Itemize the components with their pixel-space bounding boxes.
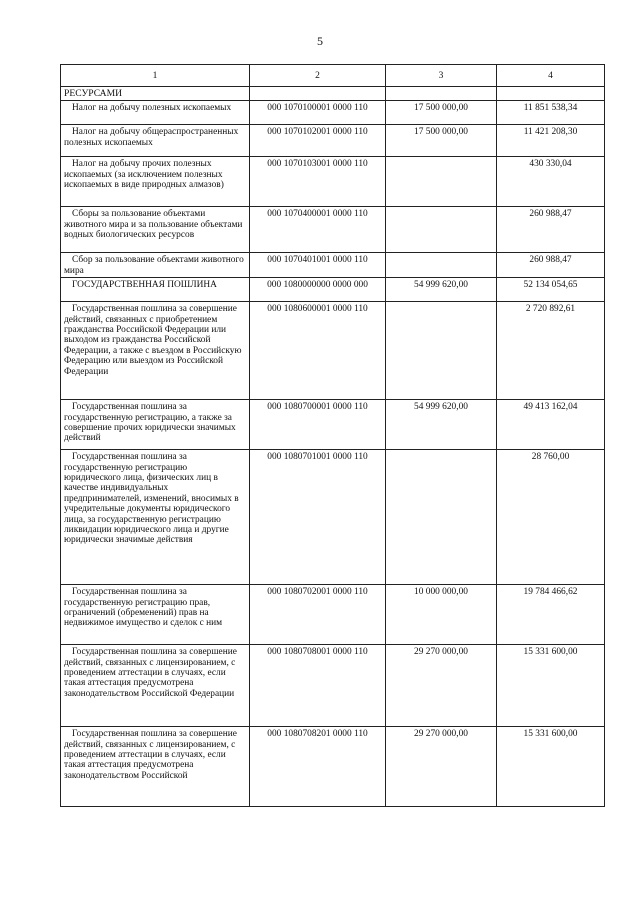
row-name bbox=[61, 450, 250, 585]
row-actual: 28 760,00 bbox=[497, 450, 605, 585]
column-header-2: 2 bbox=[250, 65, 386, 87]
section-row bbox=[61, 87, 605, 101]
row-plan bbox=[386, 207, 497, 253]
row-code: 000 1070400001 0000 110 bbox=[250, 207, 386, 253]
row-plan bbox=[386, 157, 497, 207]
row-actual: 430 330,04 bbox=[497, 157, 605, 207]
row-plan: 17 500 000,00 bbox=[386, 125, 497, 157]
row-name-text: Налог на добычу прочих полезных ископаемых (за исключением полезных ископаемых в виде природных алмазов) bbox=[64, 159, 224, 191]
table-row bbox=[61, 253, 605, 278]
row-plan: 29 270 000,00 bbox=[386, 727, 497, 807]
table-row bbox=[61, 302, 605, 400]
row-name bbox=[61, 727, 250, 807]
row-code: 000 1080600001 0000 110 bbox=[250, 302, 386, 400]
row-plan: 29 270 000,00 bbox=[386, 645, 497, 727]
table-row bbox=[61, 125, 605, 157]
row-actual: 260 988,47 bbox=[497, 207, 605, 253]
row-name-text: Государственная пошлина за государственную регистрацию прав, ограничений (обременений) прав на недвижимое имущество и сделок с ним bbox=[64, 587, 223, 629]
row-plan bbox=[386, 302, 497, 400]
row-name bbox=[61, 207, 250, 253]
table-row bbox=[61, 585, 605, 645]
row-name bbox=[61, 585, 250, 645]
row-code: 000 1080708201 0000 110 bbox=[250, 727, 386, 807]
row-actual: 52 134 054,65 bbox=[497, 278, 605, 302]
section-label: РЕСУРСАМИ bbox=[61, 87, 250, 101]
column-header-4: 4 bbox=[497, 65, 605, 87]
row-name-text: Налог на добычу общераспространенных полезных ископаемых bbox=[64, 127, 239, 148]
table-row bbox=[61, 400, 605, 450]
column-header-3: 3 bbox=[386, 65, 497, 87]
row-name bbox=[61, 157, 250, 207]
row-actual: 15 331 600,00 bbox=[497, 645, 605, 727]
section-empty-cell bbox=[250, 87, 386, 101]
row-actual: 15 331 600,00 bbox=[497, 727, 605, 807]
row-name bbox=[61, 125, 250, 157]
row-name-text: Государственная пошлина за государственную регистрацию, а также за совершение прочих юридически значимых действий bbox=[64, 402, 236, 444]
row-name bbox=[61, 278, 250, 302]
row-name bbox=[61, 645, 250, 727]
section-empty-cell bbox=[497, 87, 605, 101]
table-row bbox=[61, 157, 605, 207]
row-code: 000 1070100001 0000 110 bbox=[250, 101, 386, 125]
section-empty-cell bbox=[386, 87, 497, 101]
row-name bbox=[61, 101, 250, 125]
row-code: 000 1070103001 0000 110 bbox=[250, 157, 386, 207]
table-row bbox=[61, 207, 605, 253]
row-plan: 10 000 000,00 bbox=[386, 585, 497, 645]
row-actual: 2 720 892,61 bbox=[497, 302, 605, 400]
row-actual: 49 413 162,04 bbox=[497, 400, 605, 450]
table-row bbox=[61, 101, 605, 125]
page-number: 5 bbox=[317, 34, 323, 48]
row-plan: 17 500 000,00 bbox=[386, 101, 497, 125]
row-name bbox=[61, 400, 250, 450]
row-plan: 54 999 620,00 bbox=[386, 278, 497, 302]
header-row bbox=[61, 65, 605, 87]
row-name-text: Налог на добычу полезных ископаемых bbox=[72, 103, 232, 114]
table-row bbox=[61, 727, 605, 807]
column-header-1: 1 bbox=[61, 65, 250, 87]
table-row bbox=[61, 450, 605, 585]
row-actual: 11 851 538,34 bbox=[497, 101, 605, 125]
row-actual: 11 421 208,30 bbox=[497, 125, 605, 157]
row-name-text: Государственная пошлина за совершение действий, связанных с лицензированием, с проведением аттестации в случаях, если такая аттестация предусмотрена законодательством Российской bbox=[64, 729, 237, 781]
row-name-text: Сбор за пользование объектами животного мира bbox=[64, 255, 244, 276]
row-plan: 54 999 620,00 bbox=[386, 400, 497, 450]
row-name bbox=[61, 253, 250, 278]
row-actual: 260 988,47 bbox=[497, 253, 605, 278]
row-name-text: Государственная пошлина за совершение действий, связанных с приобретением гражданства Российской Федерации или выходом из гражданства Российской Федерации, а также с въездом в Российскую Федерацию или выездом из Российской Федерации bbox=[64, 304, 242, 377]
row-code: 000 1070401001 0000 110 bbox=[250, 253, 386, 278]
table-row bbox=[61, 278, 605, 302]
row-name bbox=[61, 302, 250, 400]
row-name-text: Сборы за пользование объектами животного мира и за пользование объектами водных биологических ресурсов bbox=[64, 209, 243, 241]
row-code: 000 1080701001 0000 110 bbox=[250, 450, 386, 585]
row-code: 000 1080700001 0000 110 bbox=[250, 400, 386, 450]
row-code: 000 1070102001 0000 110 bbox=[250, 125, 386, 157]
budget-table bbox=[60, 64, 605, 807]
row-code: 000 1080708001 0000 110 bbox=[250, 645, 386, 727]
row-actual: 19 784 466,62 bbox=[497, 585, 605, 645]
table-row bbox=[61, 645, 605, 727]
row-name-text: Государственная пошлина за совершение действий, связанных с лицензированием, с проведением аттестации в случаях, если такая аттестация предусмотрена законодательством Российской Федерации bbox=[64, 647, 237, 699]
row-plan bbox=[386, 253, 497, 278]
row-name-text: Государственная пошлина за государственную регистрацию юридического лица, физических лиц в качестве индивидуальных предпринимателей, изменений, вносимых в учредительные документы юридического лица, за государственную регистрацию ликвидации юридического лица и другие юридически значимые действия bbox=[64, 452, 239, 546]
row-code: 000 1080702001 0000 110 bbox=[250, 585, 386, 645]
row-code: 000 1080000000 0000 000 bbox=[250, 278, 386, 302]
row-plan bbox=[386, 450, 497, 585]
row-name-text: ГОСУДАРСТВЕННАЯ ПОШЛИНА bbox=[72, 280, 217, 291]
